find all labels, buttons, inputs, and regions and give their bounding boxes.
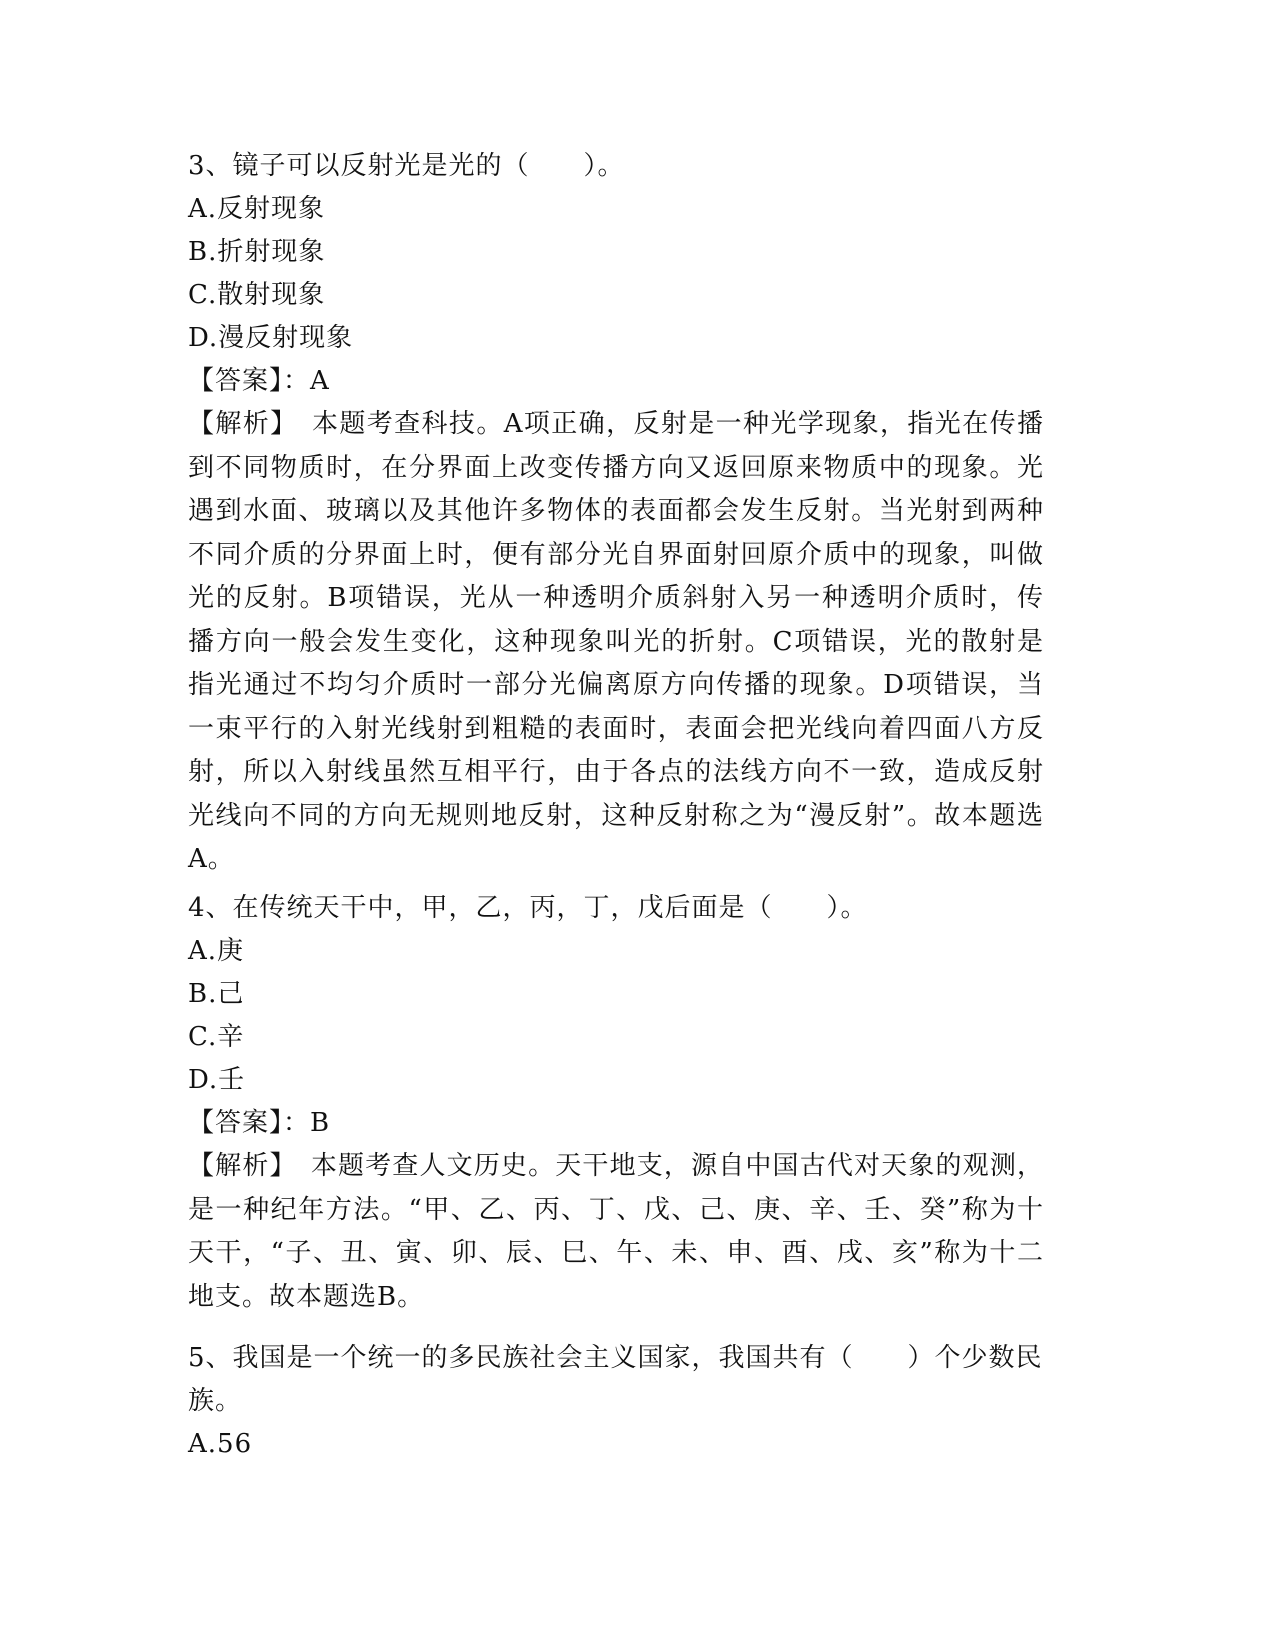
question-5 bbox=[188, 1337, 1088, 1466]
option-c: C.辛 bbox=[188, 1022, 245, 1052]
answer-value: A bbox=[310, 366, 330, 396]
answer-label: 【答案】： bbox=[188, 366, 311, 396]
option-a: A.庚 bbox=[188, 936, 245, 966]
answer-label: 【答案】： bbox=[188, 1108, 311, 1138]
explanation bbox=[188, 1145, 1044, 1319]
question-stem: 4、在传统天干中，甲，乙，丙，丁，戊后面是（ ）。 bbox=[188, 893, 868, 923]
option-d: D.漫反射现象 bbox=[188, 323, 354, 353]
explanation bbox=[188, 403, 1044, 882]
option-b: B.折射现象 bbox=[188, 237, 326, 267]
question-stem: 5、我国是一个统一的多民族社会主义国家，我国共有（ ）个少数民族。 bbox=[188, 1343, 1043, 1416]
explanation-text: 本题考查科技。A项正确，反射是一种光学现象，指光在传播到不同物质时，在分界面上改变传播方向又返回原来物质中的现象。光遇到水面、玻璃以及其他许多物体的表面都会发生反射。当光射到两种不同介质的分界面上时，便有部分光自界面射回原介质中的现象，叫做光的反射。B项错误，光从一种透明介质斜射入另一种透明介质时，传播方向一般会发生变化，这种现象叫光的折射。C项错误，光的散射是指光通过不均匀介质时一部分光偏离原方向传播的现象。D项错误，当一束平行的入射光线射到粗糙的表面时，表面会把光线向着四面八方反射，所以入射线虽然互相平行，由于各点的法线方向不一致，造成反射光线向不同的方向无规则地反射，这种反射称之为“漫反射”。故本题选A。 bbox=[188, 409, 1044, 874]
explanation-label: 【解析】 bbox=[188, 1151, 311, 1181]
option-c: C.散射现象 bbox=[188, 280, 326, 310]
answer-value: B bbox=[310, 1108, 331, 1138]
option-d: D.壬 bbox=[188, 1065, 246, 1095]
question-4 bbox=[188, 887, 1088, 1319]
option-a: A.反射现象 bbox=[188, 194, 326, 224]
question-3 bbox=[188, 145, 1088, 882]
explanation-label: 【解析】 bbox=[188, 409, 312, 439]
question-stem: 3、镜子可以反射光是光的（ ）。 bbox=[188, 151, 625, 181]
explanation-text: 本题考查人文历史。天干地支，源自中国古代对天象的观测，是一种纪年方法。“甲、乙、丙、丁、戊、己、庚、辛、壬、癸”称为十天干，“子、丑、寅、卯、辰、巳、午、未、申、酉、戌、亥”称为十二地支。故本题选B。 bbox=[188, 1151, 1044, 1312]
option-b: B.己 bbox=[188, 979, 245, 1009]
answer-line bbox=[188, 360, 1088, 403]
option-a: A.56 bbox=[188, 1429, 253, 1459]
answer-line bbox=[188, 1102, 1088, 1145]
